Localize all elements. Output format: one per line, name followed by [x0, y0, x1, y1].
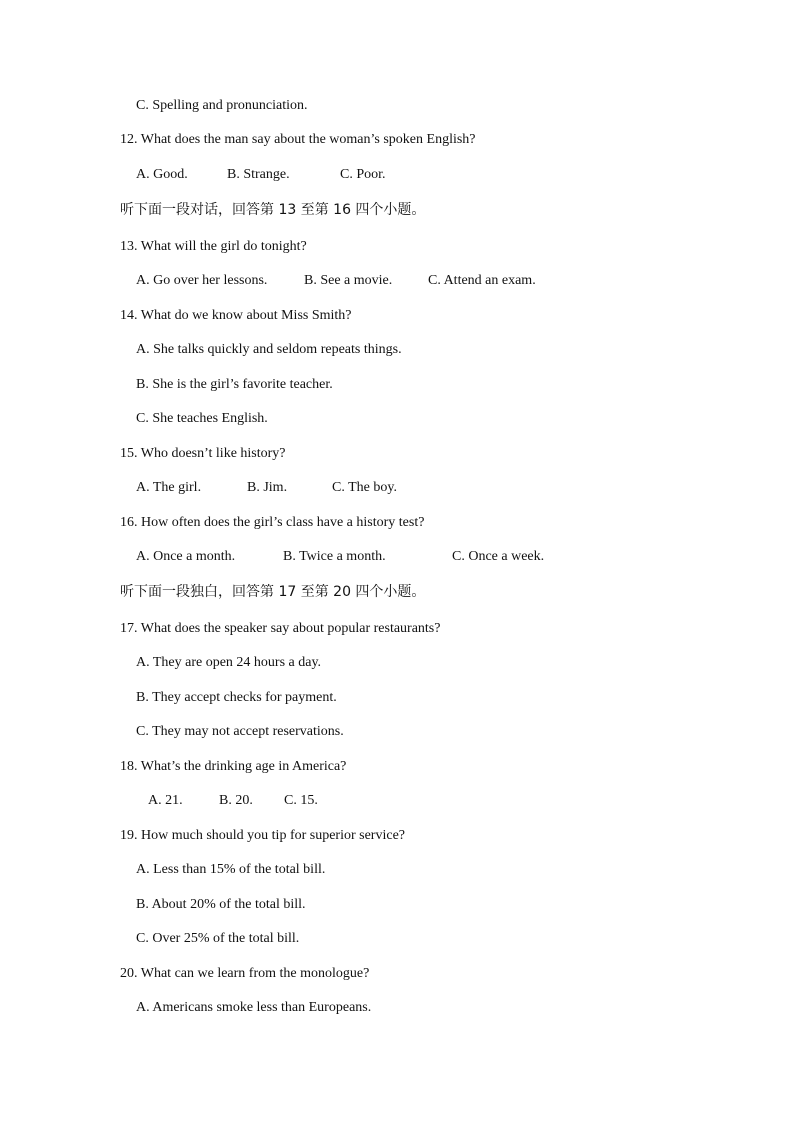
q12-option-a: A. Good. [136, 167, 188, 182]
q19-option-b: B. About 20% of the total bill. [136, 897, 306, 912]
question-12: 12. What does the man say about the woman’s spoken English? [120, 132, 476, 147]
q14-option-a: A. She talks quickly and seldom repeats things. [136, 342, 402, 357]
q17-option-b: B. They accept checks for payment. [136, 690, 337, 705]
q15-option-b: B. Jim. [247, 480, 288, 495]
q20-option-a: A. Americans smoke less than Europeans. [136, 1000, 372, 1015]
q16-option-b: B. Twice a month. [283, 549, 386, 564]
q15-option-c: C. The boy. [332, 480, 397, 495]
q14-option-b: B. She is the girl’s favorite teacher. [136, 377, 333, 392]
question-19: 19. How much should you tip for superior service? [120, 828, 405, 843]
q16-option-c: C. Once a week. [452, 549, 545, 564]
q12-option-c: C. Poor. [340, 167, 386, 182]
q11-option-c: C. Spelling and pronunciation. [136, 98, 308, 113]
q16-option-a: A. Once a month. [136, 549, 236, 564]
question-16: 16. How often does the girl’s class have a history test? [120, 515, 425, 530]
q13-option-c: C. Attend an exam. [428, 273, 536, 288]
section-instruction-13-16: 听下面一段对话，回答第 13 至第 16 四个小题。 [120, 202, 426, 218]
q19-option-a: A. Less than 15% of the total bill. [136, 862, 326, 877]
question-15: 15. Who doesn’t like history? [120, 446, 286, 461]
question-17: 17. What does the speaker say about popular restaurants? [120, 621, 441, 636]
question-13: 13. What will the girl do tonight? [120, 239, 307, 254]
q18-option-b: B. 20. [219, 793, 253, 808]
section-instruction-17-20: 听下面一段独白，回答第 17 至第 20 四个小题。 [120, 584, 426, 600]
q17-option-a: A. They are open 24 hours a day. [136, 655, 322, 670]
q18-option-a: A. 21. [148, 793, 183, 808]
question-14: 14. What do we know about Miss Smith? [120, 308, 352, 323]
q13-option-b: B. See a movie. [304, 273, 393, 288]
q17-option-c: C. They may not accept reservations. [136, 724, 344, 739]
question-20: 20. What can we learn from the monologue? [120, 966, 370, 981]
q13-option-a: A. Go over her lessons. [136, 273, 268, 288]
q19-option-c: C. Over 25% of the total bill. [136, 931, 300, 946]
q18-option-c: C. 15. [284, 793, 318, 808]
q14-option-c: C. She teaches English. [136, 411, 268, 426]
question-18: 18. What’s the drinking age in America? [120, 759, 347, 774]
q15-option-a: A. The girl. [136, 480, 202, 495]
q12-option-b: B. Strange. [227, 167, 290, 182]
